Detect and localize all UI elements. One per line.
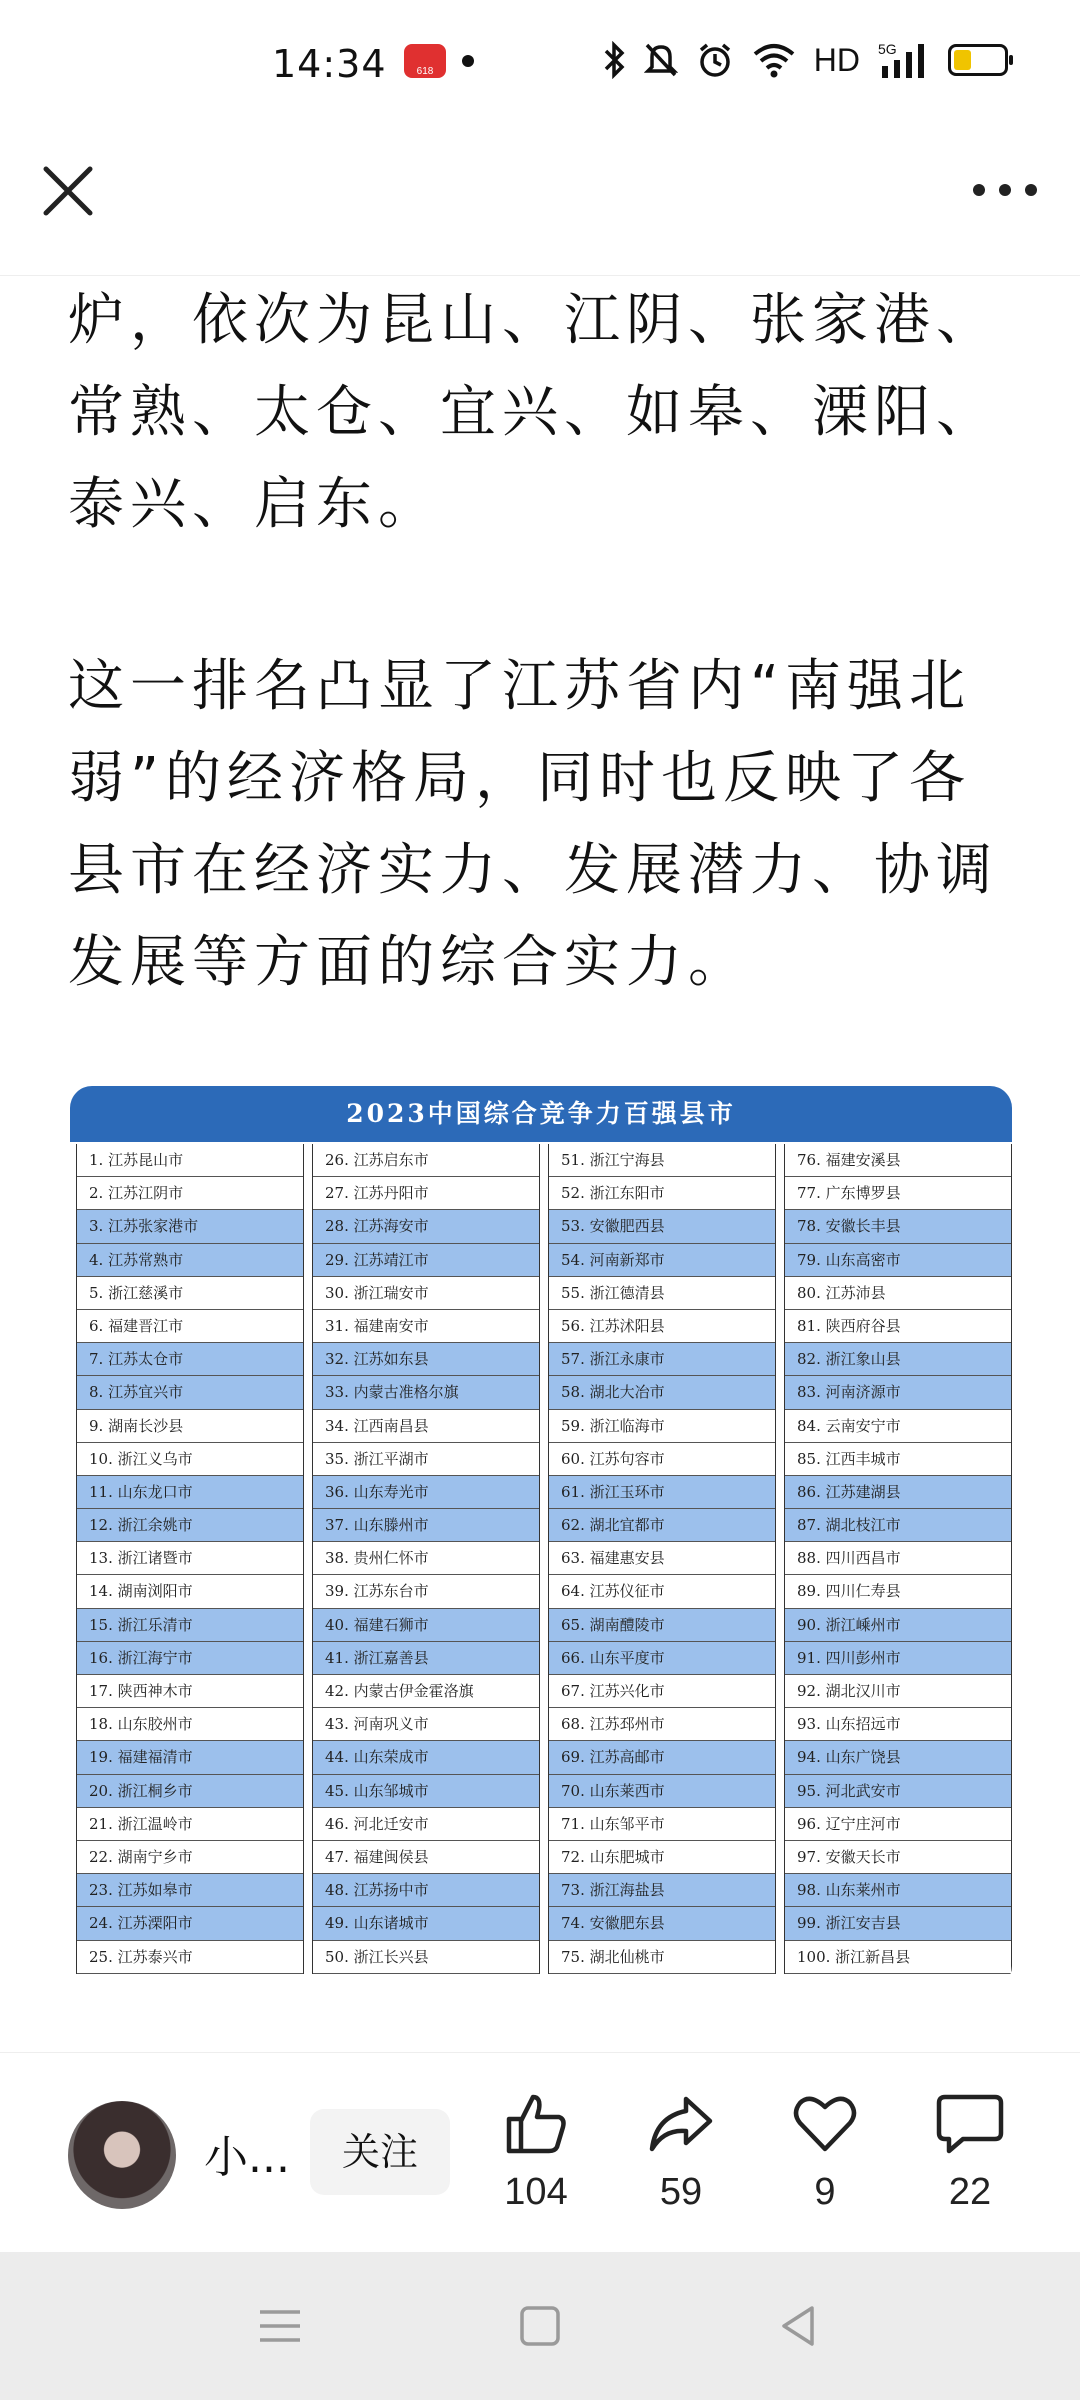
ranking-cell: 47. 福建闽侯县 — [313, 1841, 539, 1874]
ranking-cell: 1. 江苏昆山市 — [77, 1144, 303, 1177]
ranking-cell: 43. 河南巩义市 — [313, 1708, 539, 1741]
bluetooth-icon — [602, 41, 626, 79]
action-bar — [0, 2052, 1080, 2253]
ranking-cell: 31. 福建南安市 — [313, 1310, 539, 1343]
ranking-cell: 58. 湖北大冶市 — [549, 1376, 775, 1409]
ranking-cell: 36. 山东寿光市 — [313, 1476, 539, 1509]
ranking-cell: 44. 山东荣成市 — [313, 1741, 539, 1774]
favorite-count: 9 — [814, 2171, 836, 2213]
back-icon[interactable] — [772, 2300, 824, 2352]
ranking-cell: 70. 山东莱西市 — [549, 1775, 775, 1808]
alarm-icon — [696, 41, 734, 79]
ranking-cell: 71. 山东邹平市 — [549, 1808, 775, 1841]
status-time: 14:34 — [272, 42, 387, 86]
ranking-cell: 28. 江苏海安市 — [313, 1210, 539, 1243]
wifi-icon — [752, 42, 796, 78]
ranking-cell: 33. 内蒙古准格尔旗 — [313, 1376, 539, 1409]
ranking-cell: 60. 江苏句容市 — [549, 1443, 775, 1476]
ranking-cell: 88. 四川西昌市 — [785, 1542, 1011, 1575]
ranking-cell: 34. 江西南昌县 — [313, 1410, 539, 1443]
ranking-cell: 49. 山东诸城市 — [313, 1907, 539, 1940]
ranking-cell: 86. 江苏建湖县 — [785, 1476, 1011, 1509]
ranking-cell: 4. 江苏常熟市 — [77, 1244, 303, 1277]
ranking-cell: 24. 江苏溧阳市 — [77, 1907, 303, 1940]
ranking-cell: 40. 福建石狮市 — [313, 1609, 539, 1642]
ranking-cell: 46. 河北迁安市 — [313, 1808, 539, 1841]
ranking-column — [76, 1144, 304, 1974]
signal-icon — [878, 40, 930, 80]
ranking-cell: 85. 江西丰城市 — [785, 1443, 1011, 1476]
ranking-cell: 67. 江苏兴化市 — [549, 1675, 775, 1708]
ranking-cell: 82. 浙江象山县 — [785, 1343, 1011, 1376]
ranking-cell: 54. 河南新郑市 — [549, 1244, 775, 1277]
notification-dot-icon — [462, 55, 474, 67]
comment-icon — [935, 2089, 1005, 2159]
battery-level — [954, 50, 971, 70]
ranking-cell: 61. 浙江玉环市 — [549, 1476, 775, 1509]
ranking-cell: 87. 湖北枝江市 — [785, 1509, 1011, 1542]
close-icon[interactable] — [40, 163, 96, 219]
like-button[interactable] — [476, 2089, 596, 2214]
ranking-cell: 17. 陕西神木市 — [77, 1675, 303, 1708]
ranking-cell: 27. 江苏丹阳市 — [313, 1177, 539, 1210]
ranking-cell: 20. 浙江桐乡市 — [77, 1775, 303, 1808]
ranking-cell: 66. 山东平度市 — [549, 1642, 775, 1675]
network-type-label: 5G — [878, 41, 897, 57]
ranking-cell: 35. 浙江平湖市 — [313, 1443, 539, 1476]
ranking-cell: 81. 陕西府谷县 — [785, 1310, 1011, 1343]
ranking-cell: 78. 安徽长丰县 — [785, 1210, 1011, 1243]
ranking-cell: 100. 浙江新昌县 — [785, 1941, 1011, 1974]
ranking-cell: 19. 福建福清市 — [77, 1741, 303, 1774]
ranking-cell: 91. 四川彭州市 — [785, 1642, 1011, 1675]
ranking-cell: 84. 云南安宁市 — [785, 1410, 1011, 1443]
thumbs-up-icon — [501, 2089, 571, 2159]
heart-icon — [790, 2089, 860, 2159]
ranking-cell: 21. 浙江温岭市 — [77, 1808, 303, 1841]
ranking-cell: 63. 福建惠安县 — [549, 1542, 775, 1575]
ranking-cell: 32. 江苏如东县 — [313, 1343, 539, 1376]
ranking-cell: 12. 浙江余姚市 — [77, 1509, 303, 1542]
ranking-column — [312, 1144, 540, 1974]
ranking-cell: 77. 广东博罗县 — [785, 1177, 1011, 1210]
ranking-image[interactable] — [70, 1086, 1012, 1988]
ranking-cell: 99. 浙江安吉县 — [785, 1907, 1011, 1940]
ranking-cell: 65. 湖南醴陵市 — [549, 1609, 775, 1642]
ranking-cell: 53. 安徽肥西县 — [549, 1210, 775, 1243]
share-icon — [646, 2089, 716, 2159]
ranking-cell: 56. 江苏沭阳县 — [549, 1310, 775, 1343]
status-bar — [0, 0, 1080, 135]
ranking-cell: 14. 湖南浏阳市 — [77, 1575, 303, 1608]
ranking-cell: 7. 江苏太仓市 — [77, 1343, 303, 1376]
ranking-cell: 69. 江苏高邮市 — [549, 1741, 775, 1774]
ranking-cell: 92. 湖北汉川市 — [785, 1675, 1011, 1708]
ranking-cell: 6. 福建晋江市 — [77, 1310, 303, 1343]
more-options-icon[interactable] — [970, 175, 1040, 205]
top-nav — [0, 135, 1080, 276]
share-count: 59 — [659, 2171, 703, 2213]
ranking-cell: 59. 浙江临海市 — [549, 1410, 775, 1443]
ranking-cell: 51. 浙江宁海县 — [549, 1144, 775, 1177]
ranking-cell: 96. 辽宁庄河市 — [785, 1808, 1011, 1841]
comment-count: 22 — [948, 2171, 992, 2213]
ranking-cell: 75. 湖北仙桃市 — [549, 1941, 775, 1974]
app-badge-label: 618 — [416, 66, 434, 77]
follow-button[interactable]: 关注 — [310, 2109, 450, 2195]
ranking-cell: 97. 安徽天长市 — [785, 1841, 1011, 1874]
ranking-cell: 80. 江苏沛县 — [785, 1277, 1011, 1310]
menu-icon[interactable] — [254, 2300, 306, 2352]
home-icon[interactable] — [514, 2300, 566, 2352]
article-paragraph: 这一排名凸显了江苏省内“南强北弱”的经济格局，同时也反映了各县市在经济实力、发展潜力、协调发展等方面的综合实力。 — [68, 654, 998, 995]
share-button[interactable] — [621, 2089, 741, 2214]
ranking-cell: 16. 浙江海宁市 — [77, 1642, 303, 1675]
ranking-column — [784, 1144, 1012, 1974]
author-name[interactable]: 小... — [204, 2132, 290, 2183]
ranking-cell: 13. 浙江诸暨市 — [77, 1542, 303, 1575]
ranking-cell: 50. 浙江长兴县 — [313, 1941, 539, 1974]
ranking-cell: 98. 山东莱州市 — [785, 1874, 1011, 1907]
ranking-cell: 48. 江苏扬中市 — [313, 1874, 539, 1907]
ranking-cell: 10. 浙江义乌市 — [77, 1443, 303, 1476]
ranking-cell: 23. 江苏如皋市 — [77, 1874, 303, 1907]
ranking-cell: 29. 江苏靖江市 — [313, 1244, 539, 1277]
ranking-cell: 72. 山东肥城市 — [549, 1841, 775, 1874]
ranking-cell: 94. 山东广饶县 — [785, 1741, 1011, 1774]
system-nav-bar — [0, 2252, 1080, 2400]
favorite-button[interactable] — [765, 2089, 885, 2214]
battery-icon — [948, 44, 1008, 76]
ranking-cell: 45. 山东邹城市 — [313, 1775, 539, 1808]
ranking-cell: 74. 安徽肥东县 — [549, 1907, 775, 1940]
ranking-cell: 8. 江苏宜兴市 — [77, 1376, 303, 1409]
ranking-table — [76, 1144, 1012, 1974]
mute-icon — [644, 41, 678, 79]
article-paragraph: 炉，依次为昆山、江阴、张家港、常熟、太仓、宜兴、如皋、溧阳、泰兴、启东。 — [68, 288, 998, 537]
ranking-cell: 11. 山东龙口市 — [77, 1476, 303, 1509]
ranking-cell: 41. 浙江嘉善县 — [313, 1642, 539, 1675]
ranking-title: 2023中国综合竞争力百强县市 — [346, 1099, 736, 1128]
ranking-cell: 57. 浙江永康市 — [549, 1343, 775, 1376]
ranking-cell: 68. 江苏邳州市 — [549, 1708, 775, 1741]
ranking-cell: 52. 浙江东阳市 — [549, 1177, 775, 1210]
ranking-cell: 9. 湖南长沙县 — [77, 1410, 303, 1443]
ranking-cell: 62. 湖北宜都市 — [549, 1509, 775, 1542]
ranking-cell: 30. 浙江瑞安市 — [313, 1277, 539, 1310]
ranking-cell: 93. 山东招远市 — [785, 1708, 1011, 1741]
ranking-cell: 3. 江苏张家港市 — [77, 1210, 303, 1243]
like-count: 104 — [504, 2171, 568, 2213]
ranking-column — [548, 1144, 776, 1974]
ranking-cell: 37. 山东滕州市 — [313, 1509, 539, 1542]
ranking-cell: 2. 江苏江阴市 — [77, 1177, 303, 1210]
ranking-cell: 76. 福建安溪县 — [785, 1144, 1011, 1177]
ranking-cell: 73. 浙江海盐县 — [549, 1874, 775, 1907]
article-body — [68, 275, 1028, 1009]
ranking-cell: 39. 江苏东台市 — [313, 1575, 539, 1608]
app-notification-icon — [404, 44, 446, 78]
ranking-cell: 42. 内蒙古伊金霍洛旗 — [313, 1675, 539, 1708]
ranking-cell: 79. 山东高密市 — [785, 1244, 1011, 1277]
ranking-cell: 83. 河南济源市 — [785, 1376, 1011, 1409]
hd-indicator: HD — [813, 41, 860, 78]
ranking-cell: 18. 山东胶州市 — [77, 1708, 303, 1741]
comment-button[interactable] — [910, 2089, 1030, 2214]
ranking-cell: 38. 贵州仁怀市 — [313, 1542, 539, 1575]
ranking-cell: 26. 江苏启东市 — [313, 1144, 539, 1177]
ranking-cell: 22. 湖南宁乡市 — [77, 1841, 303, 1874]
ranking-cell: 5. 浙江慈溪市 — [77, 1277, 303, 1310]
ranking-cell: 90. 浙江嵊州市 — [785, 1609, 1011, 1642]
ranking-cell: 15. 浙江乐清市 — [77, 1609, 303, 1642]
ranking-cell: 95. 河北武安市 — [785, 1775, 1011, 1808]
ranking-cell: 89. 四川仁寿县 — [785, 1575, 1011, 1608]
ranking-cell: 55. 浙江德清县 — [549, 1277, 775, 1310]
author-avatar[interactable] — [68, 2101, 176, 2209]
ranking-cell: 25. 江苏泰兴市 — [77, 1941, 303, 1974]
ranking-cell: 64. 江苏仪征市 — [549, 1575, 775, 1608]
